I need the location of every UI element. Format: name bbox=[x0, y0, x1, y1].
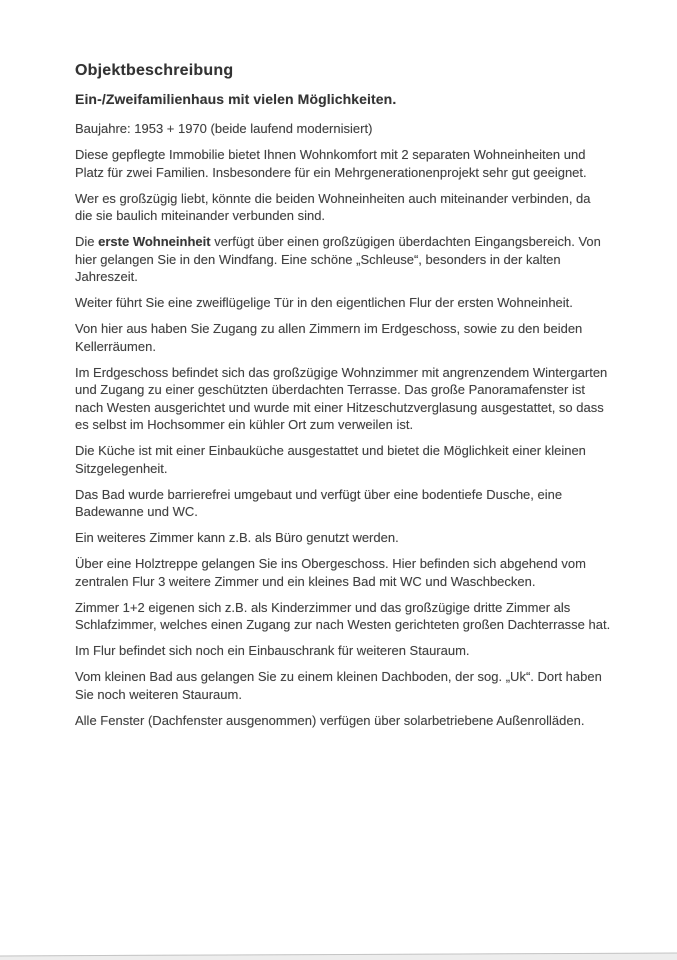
text-segment: Diese gepflegte Immobilie bietet Ihnen Wohnkomfort mit 2 separaten Wohneinheiten und bbox=[75, 147, 586, 162]
text-segment: Von hier aus haben Sie Zugang zu allen Zimmern im Erdgeschoss, sowie zu den beiden bbox=[75, 321, 583, 336]
paragraph-baujahre bbox=[75, 120, 657, 138]
paragraph-dachboden bbox=[75, 668, 657, 703]
text-segment: Jahreszeit. bbox=[75, 269, 138, 284]
text-segment: Platz für zwei Familien. Insbesondere für ein Mehrgenerationenprojekt sehr gut geeignet. bbox=[75, 164, 587, 180]
text-segment: Sitzgelegenheit. bbox=[75, 460, 168, 476]
text-segment: . bbox=[392, 91, 397, 107]
paragraph-verbinden bbox=[75, 190, 657, 225]
paragraph-kueche bbox=[75, 442, 657, 477]
text-segment: Alle Fenster (Dachfenster ausgenommen) verfügen über solarbetriebene Außenrolläden. bbox=[75, 712, 585, 728]
text-segment: Die Küche ist mit einer Einbauküche ausgestattet und bietet die Möglichkeit einer kleinen bbox=[75, 443, 586, 458]
paragraph-fenster bbox=[75, 712, 657, 730]
text-segment: Vom kleinen Bad aus gelangen Sie zu einem kleinen Dachboden, der sog. „Uk“. Dort haben bbox=[75, 669, 602, 684]
text-segment: Wer es großzügig liebt, könnte die beiden Wohneinheiten auch miteinander verbinden, da bbox=[75, 190, 591, 206]
text-segment: Die bbox=[75, 234, 99, 249]
text-segment: Baujahre: 1953 + 1970 (beide laufend modernisiert) bbox=[75, 121, 373, 136]
text-segment: die sie baulich miteinander verbunden sind. bbox=[75, 208, 326, 223]
paragraph-immobilie bbox=[75, 146, 657, 181]
text-segment: nach Westen ausgerichtet und wurde mit einer Hitzeschutzverglasung ausgestattet, so dass bbox=[75, 399, 604, 415]
paragraph-zimmer bbox=[75, 599, 657, 634]
text-segment: Sie noch weiteren Stauraum. bbox=[75, 686, 242, 702]
text-segment: Badewanne und WC. bbox=[75, 504, 198, 519]
text-segment: Schlafzimmer, welches einen Zugang zur nach Westen gerichteten großen Dachterrasse hat. bbox=[75, 617, 611, 632]
paragraph-obergeschoss bbox=[75, 555, 657, 590]
paragraph-einbauschrank bbox=[75, 642, 657, 660]
text-segment: Zimmer 1+2 eigenen sich z.B. als Kinderzimmer und das großzügige dritte Zimmer als bbox=[75, 599, 571, 615]
bold-text-segment: Objektbeschreibung bbox=[75, 62, 234, 79]
text-segment: Im Erdgeschoss befindet sich das großzügige Wohnzimmer mit angrenzendem Wintergarten bbox=[75, 364, 608, 380]
text-segment: Ein weiteres Zimmer kann z.B. als Büro genutzt werden. bbox=[75, 530, 399, 545]
text-segment: hier gelangen Sie in den Windfang. Eine schöne „Schleuse“, besonders in der kalten bbox=[75, 251, 561, 267]
bold-text-segment: Ein-/Zweifamilienhaus mit vielen Möglichkeiten bbox=[75, 91, 393, 107]
paragraph-buero bbox=[75, 529, 657, 547]
document-subtitle bbox=[75, 91, 657, 109]
bold-text-segment: erste Wohneinheit bbox=[98, 234, 211, 249]
text-segment: Weiter führt Sie eine zweiflügelige Tür in den eigentlichen Flur der ersten Wohneinheit. bbox=[75, 295, 573, 310]
text-segment: zentralen Flur 3 weitere Zimmer und ein kleines Bad mit WC und Waschbecken. bbox=[75, 573, 536, 589]
text-segment: es selbst im Hochsommer ein kühler Ort zum verweilen ist. bbox=[75, 417, 414, 432]
paragraph-erste-wohneinheit bbox=[75, 233, 657, 286]
text-segment: Im Flur befindet sich noch ein Einbauschrank für weiteren Stauraum. bbox=[75, 643, 470, 658]
paragraph-bad bbox=[75, 486, 657, 521]
scan-paper-edge bbox=[0, 952, 677, 960]
text-segment: Kellerräumen. bbox=[75, 338, 156, 354]
paragraph-tuer bbox=[75, 294, 657, 312]
text-segment: verfügt über einen großzügigen überdachten Eingangsbereich. Von bbox=[210, 234, 601, 249]
paragraph-erdgeschoss bbox=[75, 364, 657, 434]
paragraph-zugang bbox=[75, 320, 657, 355]
document-title bbox=[75, 61, 657, 81]
text-segment: Das Bad wurde barrierefrei umgebaut und verfügt über eine bodentiefe Dusche, eine bbox=[75, 486, 563, 502]
document-body bbox=[75, 61, 657, 738]
text-segment: Über eine Holztreppe gelangen Sie ins Obergeschoss. Hier befinden sich abgehend vom bbox=[75, 556, 586, 571]
text-segment: und Zugang zu einer geschützten überdachten Terrasse. Das große Panoramafenster ist bbox=[75, 382, 585, 397]
